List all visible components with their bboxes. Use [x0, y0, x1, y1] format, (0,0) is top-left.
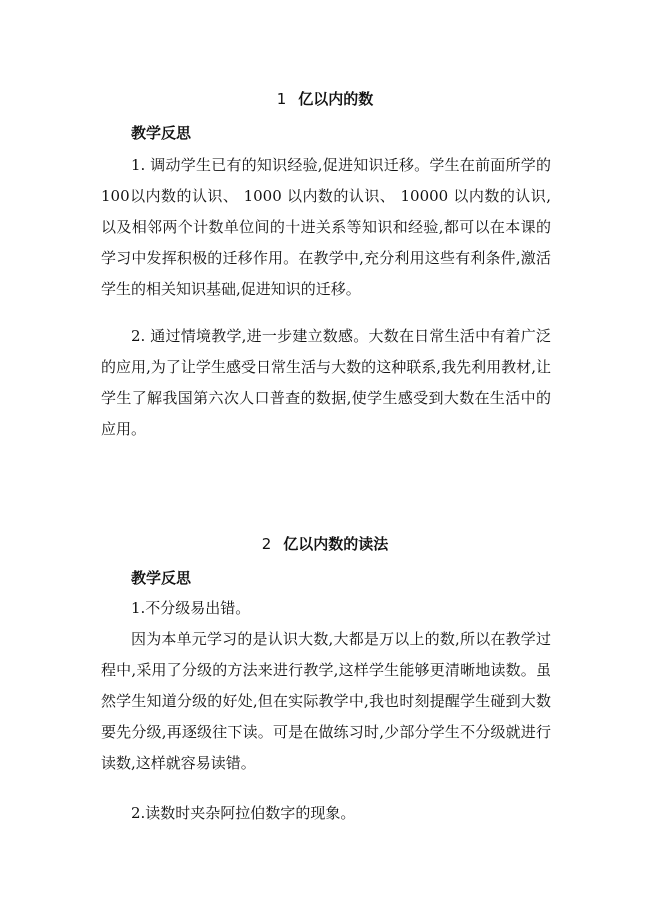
section2-paragraph: 因为本单元学习的是认识大数,大都是万以上的数,所以在教学过程中,采用了分级的方法来进行教学,这样学生能够更清晰地读数。虽然学生知道分级的好处,但在实际教学中,我也时刻提醒学生碰到大数要先分级,再逐级往下读。可是在做练习时,少部分学生不分级就进行读数,这样就容易读错。 — [101, 630, 551, 772]
section1-paragraph-1: 1. 调动学生已有的知识经验,促进知识迁移。学生在前面所学的100以内数的认识、 1000 以内数的认识、 10000 以内数的认识,以及相邻两个计数单位间的十进关系等知识和经验,都可以在本课的学习中发挥积极的迁移作用。在教学中,充分利用这些有利条件,激活学生的相关知识基础,促进知识的迁移。 — [101, 156, 551, 298]
section2-point-1: 1.不分级易出错。 — [131, 599, 251, 617]
section2-number: 2 — [261, 535, 272, 553]
section2-point-2: 2.读数时夹杂阿拉伯数字的现象。 — [131, 804, 356, 822]
section2-title — [0, 533, 650, 554]
section1-heading: 教学反思 — [131, 124, 192, 142]
section1-title — [0, 88, 650, 109]
section1-title-text: 亿以内的数 — [298, 90, 374, 108]
section2-heading: 教学反思 — [131, 569, 192, 587]
section1-paragraph-2: 2. 通过情境教学,进一步建立数感。大数在日常生活中有着广泛的应用,为了让学生感受日常生活与大数的这种联系,我先利用教材,让学生了解我国第六次人口普查的数据,使学生感受到大数在生活中的应用。 — [101, 327, 551, 438]
section1-number: 1 — [276, 90, 287, 108]
section2-title-text: 亿以内数的读法 — [283, 535, 389, 553]
